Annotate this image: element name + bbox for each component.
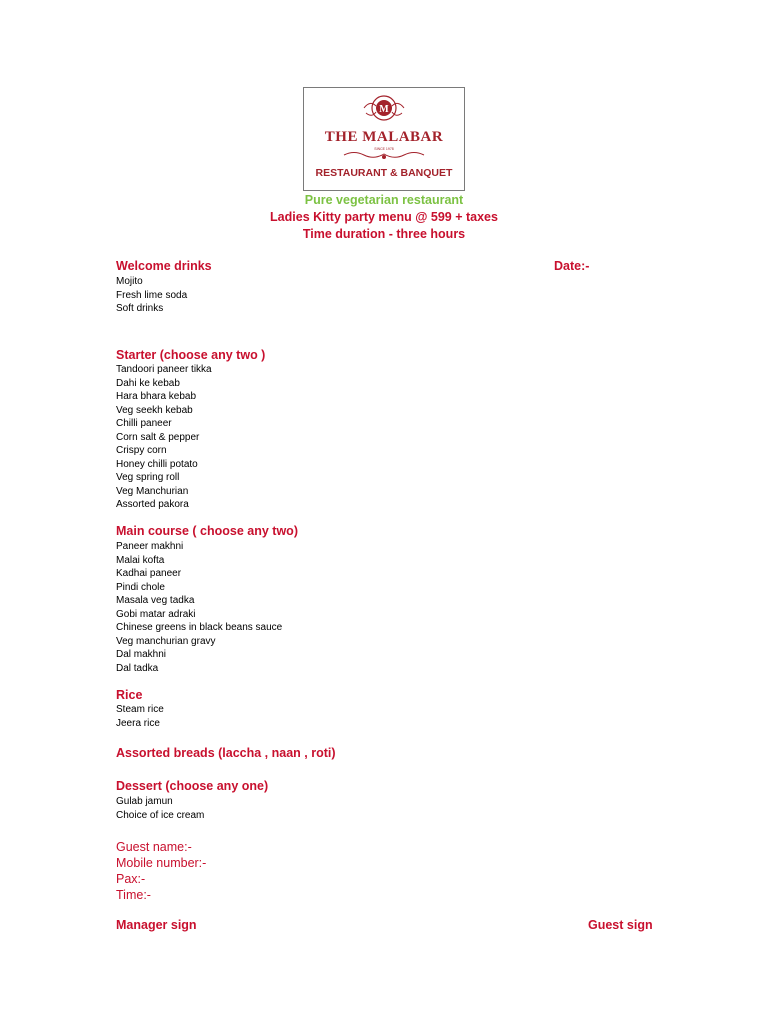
manager-sign-label: Manager sign bbox=[116, 918, 197, 932]
rice-list bbox=[116, 703, 164, 730]
list-item: Dal makhni bbox=[116, 649, 167, 660]
list-item: Dahi ke kebab bbox=[116, 377, 180, 389]
guest-name-label: Guest name:- bbox=[116, 840, 192, 854]
list-item: Mojito bbox=[116, 276, 143, 287]
list-item: Choice of ice cream bbox=[116, 809, 205, 821]
list-item: Masala veg tadka bbox=[116, 595, 195, 606]
logo-tagline: RESTAURANT & BANQUET bbox=[315, 167, 453, 179]
list-item: Kadhai paneer bbox=[116, 568, 182, 579]
logo-name: THE MALABAR bbox=[324, 129, 444, 145]
welcome-drinks-list bbox=[116, 275, 187, 316]
list-item: Corn salt & pepper bbox=[116, 431, 200, 443]
list-item: Malai kofta bbox=[116, 554, 165, 566]
time-label: Time:- bbox=[116, 888, 151, 902]
date-label: Date:- bbox=[554, 259, 590, 273]
guest-details bbox=[116, 839, 206, 903]
main-course-heading: Main course ( choose any two) bbox=[116, 524, 298, 538]
restaurant-subtitle: Pure vegetarian restaurant bbox=[304, 193, 464, 207]
rice-heading: Rice bbox=[116, 688, 143, 702]
main-course-list bbox=[116, 540, 282, 675]
starter-list bbox=[116, 363, 212, 512]
list-item: Fresh lime soda bbox=[116, 289, 188, 301]
mobile-number-label: Mobile number:- bbox=[116, 856, 207, 870]
starter-heading: Starter (choose any two ) bbox=[116, 348, 266, 362]
time-duration: Time duration - three hours bbox=[302, 227, 466, 241]
list-item: Pindi chole bbox=[116, 581, 165, 593]
list-item: Veg seekh kebab bbox=[116, 404, 193, 416]
list-item: Gobi matar adraki bbox=[116, 608, 196, 620]
menu-title: Ladies Kitty party menu @ 599 + taxes bbox=[270, 210, 498, 224]
pax-label: Pax:- bbox=[116, 872, 146, 886]
list-item: Chinese greens in black beans sauce bbox=[116, 622, 283, 633]
list-item: Honey chilli potato bbox=[116, 458, 198, 470]
restaurant-logo bbox=[303, 87, 465, 191]
dessert-list bbox=[116, 795, 204, 822]
list-item: Jeera rice bbox=[116, 717, 160, 729]
list-item: Crispy corn bbox=[116, 445, 167, 456]
list-item: Chilli paneer bbox=[116, 418, 172, 429]
list-item: Veg spring roll bbox=[116, 472, 180, 483]
welcome-drinks-heading: Welcome drinks bbox=[116, 259, 212, 273]
logo-since: SINCE 1978 bbox=[374, 147, 394, 151]
list-item: Veg manchurian gravy bbox=[116, 635, 216, 647]
guest-sign-label: Guest sign bbox=[588, 918, 653, 932]
list-item: Tandoori paneer tikka bbox=[116, 364, 212, 375]
list-item: Soft drinks bbox=[116, 303, 164, 314]
list-item: Steam rice bbox=[116, 704, 164, 715]
logo-graphic bbox=[304, 88, 464, 190]
list-item: Veg Manchurian bbox=[116, 485, 189, 497]
list-item: Paneer makhni bbox=[116, 541, 184, 552]
list-item: Assorted pakora bbox=[116, 499, 189, 510]
logo-monogram: M bbox=[379, 104, 389, 115]
breads-heading: Assorted breads (laccha , naan , roti) bbox=[116, 746, 336, 760]
dessert-heading: Dessert (choose any one) bbox=[116, 779, 269, 793]
list-item: Dal tadka bbox=[116, 662, 159, 674]
list-item: Hara bhara kebab bbox=[116, 391, 197, 402]
list-item: Gulab jamun bbox=[116, 796, 173, 807]
